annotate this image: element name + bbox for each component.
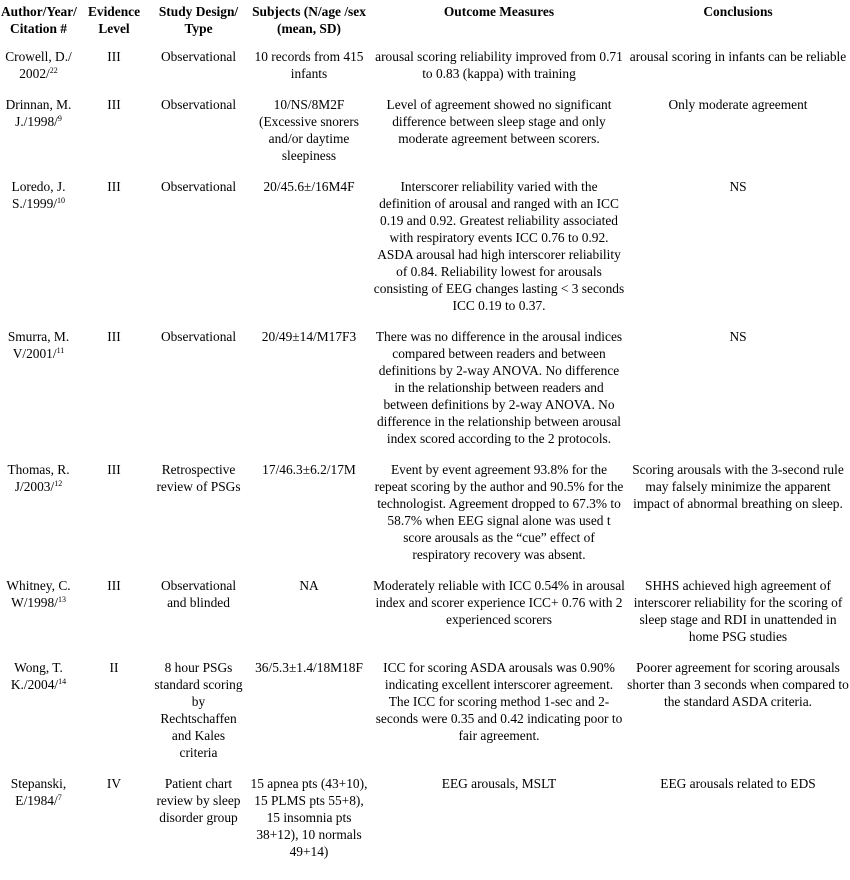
header-evidence-level: Evidence Level	[87, 4, 141, 36]
reference-number: 14	[58, 677, 67, 686]
cell-conclusions: Poorer agreement for scoring arousals shorter than 3 seconds when compared to the standard ASDA criteria.	[627, 660, 849, 709]
author-citation: Thomas, R. J/2003/	[7, 462, 70, 494]
author-citation: Stepanski, E/1984/	[10, 776, 67, 808]
author-citation: Whitney, C. W/1998/	[6, 578, 71, 610]
cell-evidence-level: III	[107, 49, 121, 64]
cell-author	[0, 328, 77, 461]
author-citation: Wong, T. K./2004/	[10, 660, 63, 692]
reference-number: 9	[57, 114, 62, 123]
cell-subjects: 36/5.3±1.4/18M18F	[255, 660, 363, 675]
table-row	[0, 178, 850, 328]
author-citation: Crowell, D./ 2002/	[5, 49, 72, 81]
cell-subjects: 15 apnea pts (43+10), 15 PLMS pts 55+8), 15 insomnia pts 38+12), 10 normals 49+14)	[250, 776, 368, 859]
cell-outcome-measures: ICC for scoring ASDA arousals was 0.90% indicating excellent interscorer agreement. The ICC for scoring method 1-sec and 2-seconds were 0.35 and 0.42 indicating poor to fair agreement.	[375, 660, 623, 743]
cell-conclusions: arousal scoring in infants can be reliable	[629, 49, 847, 64]
author-citation: Loredo, J. S./1999/	[11, 179, 66, 211]
table-row	[0, 577, 850, 659]
header-subjects: Subjects (N/age /sex (mean, SD)	[252, 4, 366, 36]
cell-outcome-measures: Interscorer reliability varied with the definition of arousal and ranged with an ICC 0.19 and 0.92. Greatest reliability associated with respiratory events ICC 0.76 to 0.92. ASDA arousal had high interscorer reliability of 0.84. Reliability lowest for arousals consisting of EEG changes lasting < 3 seconds ICC 0.19 to 0.37.	[373, 179, 625, 313]
reference-number: 10	[57, 196, 66, 205]
cell-author	[0, 39, 77, 96]
cell-author	[0, 461, 77, 577]
header-author: Author/Year/ Citation #	[1, 4, 77, 36]
table-row	[0, 328, 850, 461]
cell-author	[0, 96, 77, 178]
cell-author	[0, 659, 77, 775]
reference-number: 12	[54, 479, 63, 488]
cell-subjects: 17/46.3±6.2/17M	[262, 462, 356, 477]
header-conclusions: Conclusions	[703, 4, 773, 19]
cell-study-design: Retrospective review of PSGs	[156, 462, 241, 494]
cell-evidence-level: II	[109, 660, 119, 675]
cell-outcome-measures: There was no difference in the arousal indices compared between readers and between definitions by 2-way ANOVA. No difference in the relationship between readers and between definitions by 2-way ANOVA. No difference in the relationship between arousal index scored according to the 2 protocols.	[375, 329, 623, 446]
cell-evidence-level: III	[107, 97, 121, 112]
cell-conclusions: EEG arousals related to EDS	[660, 776, 816, 791]
cell-author	[0, 775, 77, 874]
author-citation: Drinnan, M. J./1998/	[5, 97, 72, 129]
cell-conclusions: Only moderate agreement	[668, 97, 808, 112]
cell-study-design: Patient chart review by sleep disorder group	[156, 776, 241, 825]
cell-author	[0, 178, 77, 328]
table-row	[0, 659, 850, 775]
cell-evidence-level: IV	[106, 776, 122, 791]
cell-outcome-measures: Moderately reliable with ICC 0.54% in arousal index and scorer experience ICC+ 0.76 with 2 experienced scorers	[373, 578, 625, 627]
header-study-design: Study Design/ Type	[158, 4, 239, 36]
reference-number: 7	[57, 793, 62, 802]
header-row	[0, 0, 850, 39]
cell-outcome-measures: arousal scoring reliability improved from 0.71 to 0.83 (kappa) with training	[375, 49, 623, 81]
cell-subjects: 20/45.6±/16M4F	[263, 179, 355, 194]
cell-outcome-measures: Level of agreement showed no significant difference between sleep stage and only moderate agreement between scorers.	[386, 97, 612, 146]
cell-evidence-level: III	[107, 329, 121, 344]
cell-evidence-level: III	[107, 179, 121, 194]
cell-outcome-measures: EEG arousals, MSLT	[441, 776, 557, 791]
cell-subjects: 10/NS/8M2F (Excessive snorers and/or daytime sleepiness	[258, 97, 360, 163]
cell-conclusions: Scoring arousals with the 3-second rule may falsely minimize the apparent impact of abnormal breathing on sleep.	[632, 462, 844, 511]
cell-conclusions: NS	[729, 179, 747, 194]
cell-conclusions: SHHS achieved high agreement of interscorer reliability for the scoring of sleep stage and RDI in unattended in home PSG studies	[633, 578, 843, 644]
reference-number: 13	[57, 595, 66, 604]
cell-study-design: Observational	[160, 179, 237, 194]
cell-evidence-level: III	[107, 462, 121, 477]
cell-study-design: Observational	[160, 49, 237, 64]
cell-study-design: Observational	[160, 329, 237, 344]
cell-study-design: Observational	[160, 97, 237, 112]
cell-evidence-level: III	[107, 578, 121, 593]
cell-subjects: 20/49±14/M17F3	[261, 329, 357, 344]
reference-number: 11	[56, 346, 65, 355]
table-row	[0, 96, 850, 178]
cell-conclusions: NS	[729, 329, 747, 344]
header-outcome-measures: Outcome Measures	[443, 4, 555, 19]
author-citation: Smurra, M. V/2001/	[7, 329, 70, 361]
cell-study-design: 8 hour PSGs standard scoring by Rechtschaffen and Kales criteria	[154, 660, 243, 760]
table-row	[0, 461, 850, 577]
reference-number: 22	[49, 66, 58, 75]
table-row	[0, 39, 850, 96]
cell-study-design: Observational and blinded	[160, 578, 237, 610]
cell-subjects: NA	[299, 578, 319, 593]
cell-outcome-measures: Event by event agreement 93.8% for the repeat scoring by the author and 90.5% for the technologist. Agreement dropped to 67.3% to 58.7% when EEG signal alone was used t score arousals as the “cue” effect of respiratory recovery was absent.	[374, 462, 624, 562]
table-row	[0, 775, 850, 874]
cell-author	[0, 577, 77, 659]
cell-subjects: 10 records from 415 infants	[254, 49, 364, 81]
